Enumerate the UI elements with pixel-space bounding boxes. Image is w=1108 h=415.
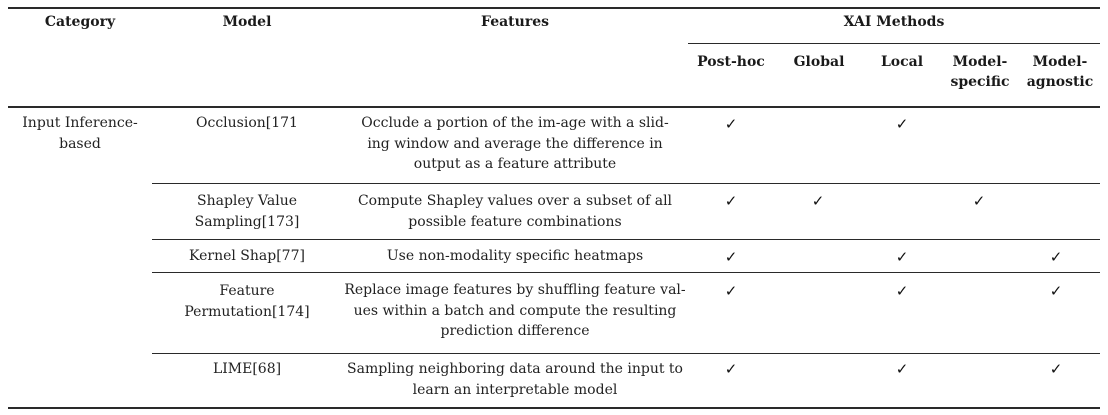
header-category: Category xyxy=(44,14,116,30)
table-row-model xyxy=(152,113,342,134)
features-line: Sampling neighboring data around the input to xyxy=(347,361,683,377)
check-icon: ✓ xyxy=(811,192,825,210)
table-top-rule xyxy=(8,7,1100,9)
check-icon: ✓ xyxy=(895,360,909,378)
header-model-specific xyxy=(940,52,1020,92)
check-icon: ✓ xyxy=(895,282,909,300)
features-line: ing window and average the difference in xyxy=(367,135,663,152)
table-row-features xyxy=(342,113,688,175)
table-row-model xyxy=(152,281,342,322)
table-row-features xyxy=(342,191,688,232)
header-model: Model xyxy=(222,14,272,30)
features-line: ues within a batch and compute the resulting xyxy=(353,302,677,319)
model-name: Kernel Shap[77] xyxy=(189,248,305,264)
features-line: Compute Shapley values over a subset of all xyxy=(357,193,673,209)
header-global: Global xyxy=(793,54,845,70)
model-name: Permutation[174] xyxy=(184,303,310,320)
table-row-model xyxy=(152,191,342,232)
check-icon: ✓ xyxy=(1049,360,1063,378)
header-xai-methods: XAI Methods xyxy=(843,14,945,30)
header-bottom-rule xyxy=(8,106,1100,108)
table-row-features xyxy=(342,359,688,400)
model-name: LIME[68] xyxy=(212,361,282,377)
header-features: Features xyxy=(481,14,549,30)
row-divider-3 xyxy=(152,272,1100,273)
table-row-features xyxy=(342,280,688,342)
features-line: possible feature combinations xyxy=(408,213,622,230)
header-local: Local xyxy=(880,54,924,70)
features-line: Occlude a portion of the im-age with a slid- xyxy=(361,115,669,131)
category-line2: based xyxy=(59,135,101,152)
check-icon: ✓ xyxy=(972,192,986,210)
check-icon: ✓ xyxy=(1049,248,1063,266)
features-line: prediction difference xyxy=(440,323,590,339)
check-icon: ✓ xyxy=(724,282,738,300)
check-icon: ✓ xyxy=(724,248,738,266)
header-model-agnostic-line2: agnostic xyxy=(1026,74,1094,90)
table-row-model xyxy=(152,246,342,267)
model-name: Shapley Value xyxy=(197,193,297,209)
row-divider-4 xyxy=(152,353,1100,354)
check-icon: ✓ xyxy=(724,360,738,378)
xai-methods-underline xyxy=(688,43,1100,44)
model-name: Feature xyxy=(219,283,275,299)
table-row-features xyxy=(342,246,688,267)
category-line1: Input Inference- xyxy=(22,115,138,131)
row-divider-2 xyxy=(152,239,1100,240)
check-icon: ✓ xyxy=(1049,282,1063,300)
category-cell xyxy=(8,113,152,154)
header-model-agnostic xyxy=(1020,52,1100,92)
header-post-hoc: Post-hoc xyxy=(697,54,765,70)
features-line: Replace image features by shuffling feature val- xyxy=(344,282,686,298)
row-divider-1 xyxy=(152,183,1100,184)
check-icon: ✓ xyxy=(724,115,738,133)
check-icon: ✓ xyxy=(895,248,909,266)
model-name: Sampling[173] xyxy=(194,213,300,230)
header-model-agnostic-line1: Model- xyxy=(1032,54,1088,70)
header-model-specific-line1: Model- xyxy=(952,54,1008,70)
check-icon: ✓ xyxy=(895,115,909,133)
features-line: output as a feature attribute xyxy=(413,156,617,172)
header-model-specific-line2: specific xyxy=(950,74,1010,90)
features-line: Use non-modality specific heatmaps xyxy=(386,248,644,264)
model-name: Occlusion[171 xyxy=(196,115,298,131)
table-row-model xyxy=(152,359,342,380)
table-bottom-rule xyxy=(8,407,1100,409)
features-line: learn an interpretable model xyxy=(412,381,618,398)
check-icon: ✓ xyxy=(724,192,738,210)
